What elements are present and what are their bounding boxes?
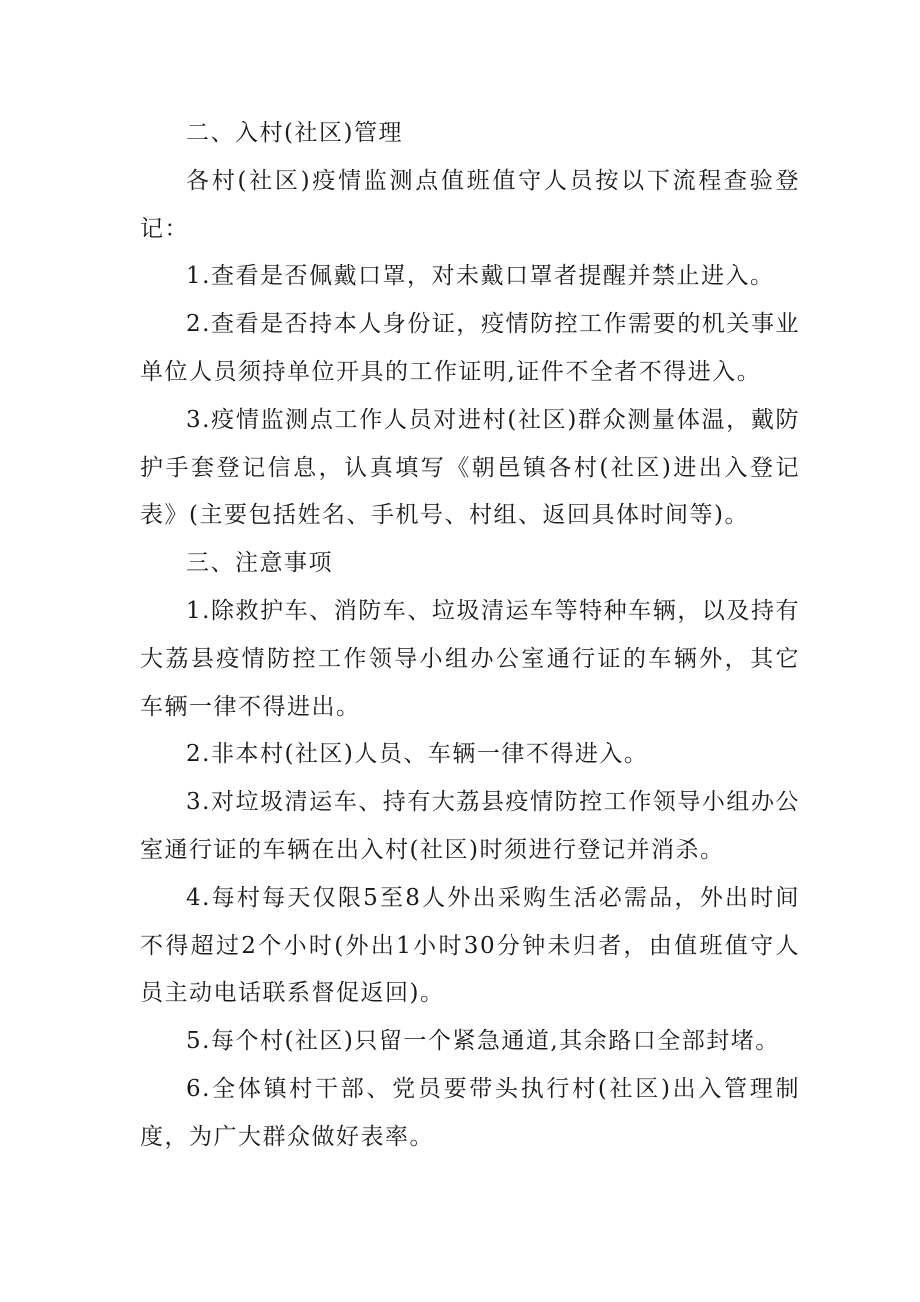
section-heading-entry-management: 二、入村(社区)管理: [186, 120, 403, 146]
paragraph-note-6: 6.全体镇村干部、党员要带头执行村(社区)出入管理制度，为广大群众做好表率。: [140, 1075, 800, 1150]
paragraph-item-2: 2.查看是否持本人身份证，疫情防控工作需要的机关事业单位人员须持单位开具的工作证明,证件不全者不得进入。: [140, 311, 800, 385]
paragraph-item-3: 3.疫情监测点工作人员对进村(社区)群众测量体温，戴防护手套登记信息，认真填写《朝邑镇各村(社区)进出入登记表》(主要包括姓名、手机号、村组、返回具体时间等)。: [140, 406, 800, 529]
paragraph-item-1: 1.查看是否佩戴口罩，对未戴口罩者提醒并禁止进入。: [186, 263, 775, 290]
paragraph-note-2: 2.非本村(社区)人员、车辆一律不得进入。: [186, 741, 649, 768]
paragraph-note-5: 5.每个村(社区)只留一个紧急通道,其余路口全部封堵。: [186, 1028, 780, 1055]
paragraph-note-4: 4.每村每天仅限5至8人外出采购生活必需品，外出时间不得超过2个小时(外出1小时30分钟未归者，由值班值守人员主动电话联系督促返回)。: [140, 884, 800, 1007]
paragraph-note-3: 3.对垃圾清运车、持有大荔县疫情防控工作领导小组办公室通行证的车辆在出入村(社区)时须进行登记并消杀。: [140, 789, 800, 863]
section-heading-notes: 三、注意事项: [186, 550, 333, 577]
paragraph-note-1: 1.除救护车、消防车、垃圾清运车等特种车辆，以及持有大荔县疫情防控工作领导小组办公室通行证的车辆外，其它车辆一律不得进出。: [140, 597, 800, 720]
paragraph-intro: 各村(社区)疫情监测点值班值守人员按以下流程查验登记：: [140, 167, 800, 242]
document-body: [140, 110, 800, 1162]
